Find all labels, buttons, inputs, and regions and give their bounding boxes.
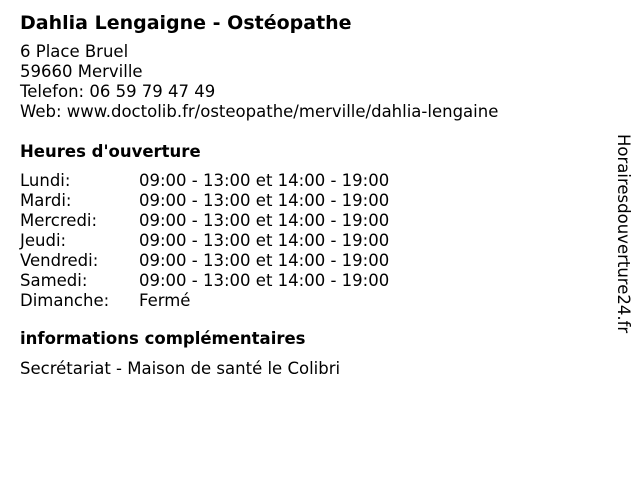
day-label: Vendredi: xyxy=(20,251,99,270)
hours-value: 09:00 - 13:00 et 14:00 - 19:00 xyxy=(139,231,390,250)
hours-row-monday xyxy=(20,171,600,191)
day-label: Jeudi: xyxy=(20,231,67,250)
additional-info-text: Secrétariat - Maison de santé le Colibri xyxy=(20,359,341,378)
business-card xyxy=(20,11,600,379)
additional-info-heading: informations complémentaires xyxy=(20,329,306,348)
hours-value: Fermé xyxy=(139,291,191,310)
city-postcode: 59660 Merville xyxy=(20,62,143,81)
opening-hours-heading: Heures d'ouverture xyxy=(20,142,201,161)
hours-value: 09:00 - 13:00 et 14:00 - 19:00 xyxy=(139,191,390,210)
hours-row-sunday xyxy=(20,291,600,311)
hours-row-friday xyxy=(20,251,600,271)
phone-number: Telefon: 06 59 79 47 49 xyxy=(20,82,216,101)
hours-value: 09:00 - 13:00 et 14:00 - 19:00 xyxy=(139,271,390,290)
day-label: Dimanche: xyxy=(20,291,110,310)
hours-value: 09:00 - 13:00 et 14:00 - 19:00 xyxy=(139,171,390,190)
hours-row-thursday xyxy=(20,231,600,251)
day-label: Lundi: xyxy=(20,171,71,190)
hours-value: 09:00 - 13:00 et 14:00 - 19:00 xyxy=(139,251,390,270)
street-address: 6 Place Bruel xyxy=(20,42,129,61)
contact-details xyxy=(20,42,600,122)
business-title: Dahlia Lengaigne - Ostéopathe xyxy=(20,12,352,34)
hours-row-saturday xyxy=(20,271,600,291)
day-label: Samedi: xyxy=(20,271,88,290)
opening-hours-table xyxy=(20,171,600,311)
day-label: Mercredi: xyxy=(20,211,98,230)
website: Web: www.doctolib.fr/osteopathe/merville/dahlia-lengaine xyxy=(20,102,499,121)
hours-value: 09:00 - 13:00 et 14:00 - 19:00 xyxy=(139,211,390,230)
hours-row-tuesday xyxy=(20,191,600,211)
hours-row-wednesday xyxy=(20,211,600,231)
day-label: Mardi: xyxy=(20,191,72,210)
site-watermark: Horairesdouverture24.fr xyxy=(614,134,633,334)
